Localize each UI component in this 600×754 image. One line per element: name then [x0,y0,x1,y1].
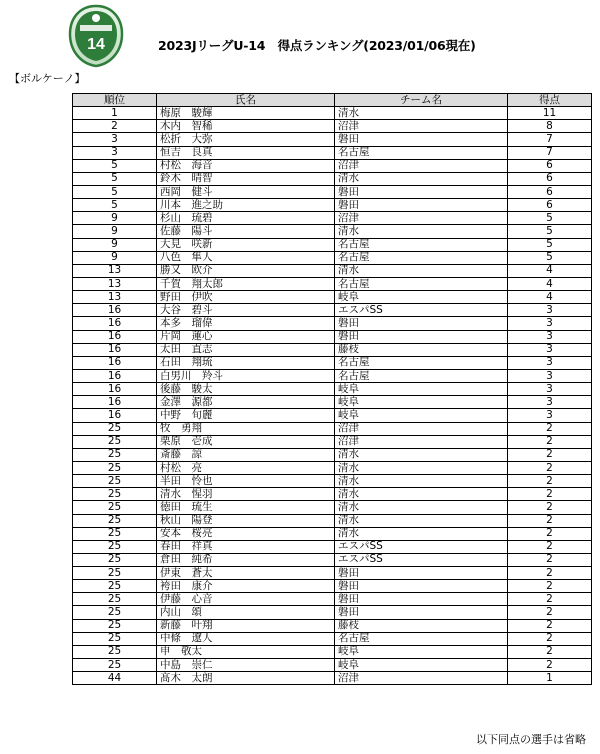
table-row [73,540,592,553]
table-row [73,567,592,580]
team-cell: 清水 [335,461,508,474]
rank-cell: 16 [73,396,157,409]
player-name-cell: 川本 進之助 [157,199,335,212]
table-row [73,120,592,133]
rank-cell: 25 [73,435,157,448]
table-row [73,317,592,330]
goals-cell: 3 [508,330,592,343]
team-cell: 清水 [335,475,508,488]
table-row [73,461,592,474]
table-row [73,238,592,251]
rank-cell: 25 [73,448,157,461]
player-name-cell: 勝又 欧介 [157,264,335,277]
team-cell: 磐田 [335,185,508,198]
goals-cell: 2 [508,619,592,632]
table-row [73,343,592,356]
column-header-rank: 順位 [73,94,157,107]
goals-cell: 3 [508,343,592,356]
table-row [73,606,592,619]
team-cell: 磐田 [335,199,508,212]
player-name-cell: 杉山 琉碧 [157,212,335,225]
goals-cell: 7 [508,146,592,159]
player-name-cell: 新藤 叶翔 [157,619,335,632]
rank-cell: 16 [73,304,157,317]
player-name-cell: 伊藤 心音 [157,593,335,606]
page-title: 2023JリーグU-14 得点ランキング(2023/01/06現在) [158,38,476,53]
team-cell: 岐阜 [335,659,508,672]
rank-cell: 25 [73,632,157,645]
team-cell: 磐田 [335,133,508,146]
rank-cell: 25 [73,645,157,658]
goals-cell: 5 [508,238,592,251]
player-name-cell: 村松 海音 [157,159,335,172]
player-name-cell: 半田 怜也 [157,475,335,488]
goals-cell: 2 [508,501,592,514]
rank-cell: 25 [73,567,157,580]
goals-cell: 2 [508,435,592,448]
team-cell: 清水 [335,448,508,461]
team-cell: 沼津 [335,212,508,225]
goals-cell: 2 [508,580,592,593]
goals-cell: 3 [508,369,592,382]
rank-cell: 25 [73,580,157,593]
goals-cell: 2 [508,461,592,474]
team-cell: エスパSS [335,540,508,553]
rank-cell: 25 [73,514,157,527]
goals-cell: 2 [508,659,592,672]
column-header-name: 氏名 [157,94,335,107]
team-cell: 磐田 [335,317,508,330]
rank-cell: 25 [73,527,157,540]
table-row [73,619,592,632]
player-name-cell: 髙木 太朗 [157,672,335,685]
rank-cell: 9 [73,225,157,238]
player-name-cell: 大谷 碧斗 [157,304,335,317]
team-cell: 名古屋 [335,146,508,159]
player-name-cell: 野田 伊吹 [157,291,335,304]
goals-cell: 3 [508,317,592,330]
rank-cell: 25 [73,422,157,435]
rank-cell: 25 [73,461,157,474]
player-name-cell: 本多 瑠偉 [157,317,335,330]
ranking-table-body [73,107,592,685]
rank-cell: 9 [73,238,157,251]
goals-cell: 7 [508,133,592,146]
table-row [73,659,592,672]
team-cell: 磐田 [335,580,508,593]
rank-cell: 13 [73,277,157,290]
table-row [73,501,592,514]
rank-cell: 44 [73,672,157,685]
player-name-cell: 大見 咲新 [157,238,335,251]
rank-cell: 5 [73,172,157,185]
table-row [73,409,592,422]
player-name-cell: 木内 智稀 [157,120,335,133]
team-cell: 清水 [335,264,508,277]
player-name-cell: 太田 直志 [157,343,335,356]
table-row [73,225,592,238]
rank-cell: 25 [73,540,157,553]
player-name-cell: 西岡 健斗 [157,185,335,198]
player-name-cell: 袴田 康介 [157,580,335,593]
player-name-cell: 申 敬太 [157,645,335,658]
goals-cell: 8 [508,120,592,133]
table-row [73,264,592,277]
goals-cell: 2 [508,632,592,645]
rank-cell: 5 [73,199,157,212]
goals-cell: 3 [508,356,592,369]
team-cell: 岐阜 [335,396,508,409]
table-row [73,383,592,396]
player-name-cell: 金澤 源都 [157,396,335,409]
goals-cell: 2 [508,422,592,435]
table-row [73,146,592,159]
goals-cell: 2 [508,606,592,619]
team-cell: 名古屋 [335,251,508,264]
team-cell: 名古屋 [335,369,508,382]
rank-cell: 13 [73,291,157,304]
team-cell: 名古屋 [335,632,508,645]
player-name-cell: 伊東 蒼太 [157,567,335,580]
rank-cell: 25 [73,619,157,632]
player-name-cell: 中島 崇仁 [157,659,335,672]
rank-cell: 1 [73,107,157,120]
rank-cell: 16 [73,356,157,369]
table-row [73,672,592,685]
column-header-goals: 得点 [508,94,592,107]
team-cell: 清水 [335,107,508,120]
rank-cell: 25 [73,488,157,501]
rank-cell: 2 [73,120,157,133]
team-cell: エスパSS [335,304,508,317]
team-cell: 藤枝 [335,619,508,632]
team-cell: 沼津 [335,159,508,172]
table-row [73,199,592,212]
table-row [73,645,592,658]
player-name-cell: 後藤 駿太 [157,383,335,396]
player-name-cell: 片岡 蓮心 [157,330,335,343]
team-cell: 岐阜 [335,409,508,422]
table-row [73,133,592,146]
player-name-cell: 恒吉 良真 [157,146,335,159]
team-cell: エスパSS [335,553,508,566]
table-row [73,580,592,593]
goals-cell: 2 [508,514,592,527]
goals-cell: 4 [508,264,592,277]
table-row [73,185,592,198]
rank-cell: 25 [73,659,157,672]
team-cell: 磐田 [335,606,508,619]
table-row [73,369,592,382]
rank-cell: 9 [73,251,157,264]
team-cell: 清水 [335,527,508,540]
player-name-cell: 倉田 純希 [157,553,335,566]
player-name-cell: 佐藤 陽斗 [157,225,335,238]
team-cell: 清水 [335,172,508,185]
team-cell: 磐田 [335,567,508,580]
team-cell: 名古屋 [335,356,508,369]
rank-cell: 16 [73,409,157,422]
table-row [73,396,592,409]
player-name-cell: 栗原 壱成 [157,435,335,448]
goals-cell: 5 [508,212,592,225]
player-name-cell: 千賀 翔太郎 [157,277,335,290]
j-league-u14-emblem [66,4,126,68]
team-cell: 岐阜 [335,645,508,658]
table-row [73,172,592,185]
rank-cell: 25 [73,606,157,619]
team-cell: 磐田 [335,330,508,343]
team-cell: 清水 [335,501,508,514]
player-name-cell: 石田 翔琉 [157,356,335,369]
table-row [73,488,592,501]
player-name-cell: 中野 旬麗 [157,409,335,422]
column-header-team: チーム名 [335,94,508,107]
table-row [73,514,592,527]
goals-cell: 4 [508,291,592,304]
team-cell: 清水 [335,488,508,501]
table-row [73,291,592,304]
rank-cell: 3 [73,146,157,159]
goals-cell: 6 [508,172,592,185]
team-cell: 岐阜 [335,383,508,396]
player-name-cell: 安本 桜亮 [157,527,335,540]
goals-cell: 6 [508,199,592,212]
rank-cell: 25 [73,593,157,606]
rank-cell: 16 [73,383,157,396]
rank-cell: 13 [73,264,157,277]
team-cell: 岐阜 [335,291,508,304]
player-name-cell: 牧 勇翔 [157,422,335,435]
goals-cell: 6 [508,159,592,172]
team-cell: 清水 [335,225,508,238]
goals-cell: 2 [508,593,592,606]
team-cell: 名古屋 [335,277,508,290]
player-name-cell: 松折 大弥 [157,133,335,146]
goals-cell: 2 [508,645,592,658]
team-cell: 沼津 [335,435,508,448]
goals-cell: 2 [508,475,592,488]
table-row [73,212,592,225]
table-row [73,593,592,606]
rank-cell: 16 [73,330,157,343]
table-row [73,277,592,290]
rank-cell: 3 [73,133,157,146]
table-row [73,251,592,264]
goals-cell: 3 [508,304,592,317]
table-row [73,632,592,645]
team-cell: 名古屋 [335,238,508,251]
player-name-cell: 中條 遼人 [157,632,335,645]
team-cell: 磐田 [335,593,508,606]
table-row [73,159,592,172]
goals-cell: 11 [508,107,592,120]
player-name-cell: 村松 亮 [157,461,335,474]
table-header-row [73,94,592,107]
ranking-table [72,93,592,685]
player-name-cell: 徳田 琉生 [157,501,335,514]
player-name-cell: 八色 隼人 [157,251,335,264]
footnote: 以下同点の選手は省略 [476,733,586,746]
logo-number: 14 [87,36,105,53]
player-name-cell: 内山 頌 [157,606,335,619]
rank-cell: 5 [73,159,157,172]
player-name-cell: 春田 祥真 [157,540,335,553]
rank-cell: 16 [73,369,157,382]
table-row [73,435,592,448]
goals-cell: 1 [508,672,592,685]
goals-cell: 5 [508,225,592,238]
table-row [73,356,592,369]
goals-cell: 3 [508,383,592,396]
block-label: 【ボルケーノ】 [9,72,86,85]
goals-cell: 2 [508,488,592,501]
table-row [73,553,592,566]
player-name-cell: 清水 惺羽 [157,488,335,501]
goals-cell: 2 [508,567,592,580]
goals-cell: 4 [508,277,592,290]
goals-cell: 2 [508,527,592,540]
player-name-cell: 鈴木 晴智 [157,172,335,185]
rank-cell: 25 [73,475,157,488]
table-row [73,107,592,120]
goals-cell: 3 [508,396,592,409]
table-row [73,304,592,317]
rank-cell: 16 [73,317,157,330]
goals-cell: 2 [508,540,592,553]
team-cell: 藤枝 [335,343,508,356]
goals-cell: 5 [508,251,592,264]
table-row [73,527,592,540]
goals-cell: 2 [508,448,592,461]
team-cell: 清水 [335,514,508,527]
goals-cell: 6 [508,185,592,198]
rank-cell: 16 [73,343,157,356]
goals-cell: 2 [508,553,592,566]
table-row [73,448,592,461]
rank-cell: 5 [73,185,157,198]
table-row [73,330,592,343]
team-cell: 沼津 [335,672,508,685]
team-cell: 沼津 [335,422,508,435]
player-name-cell: 白男川 羚斗 [157,369,335,382]
rank-cell: 9 [73,212,157,225]
team-cell: 沼津 [335,120,508,133]
player-name-cell: 秋山 陽登 [157,514,335,527]
goals-cell: 3 [508,409,592,422]
rank-cell: 25 [73,501,157,514]
player-name-cell: 梅原 駿輝 [157,107,335,120]
player-name-cell: 斎藤 諒 [157,448,335,461]
table-row [73,475,592,488]
table-row [73,422,592,435]
rank-cell: 25 [73,553,157,566]
